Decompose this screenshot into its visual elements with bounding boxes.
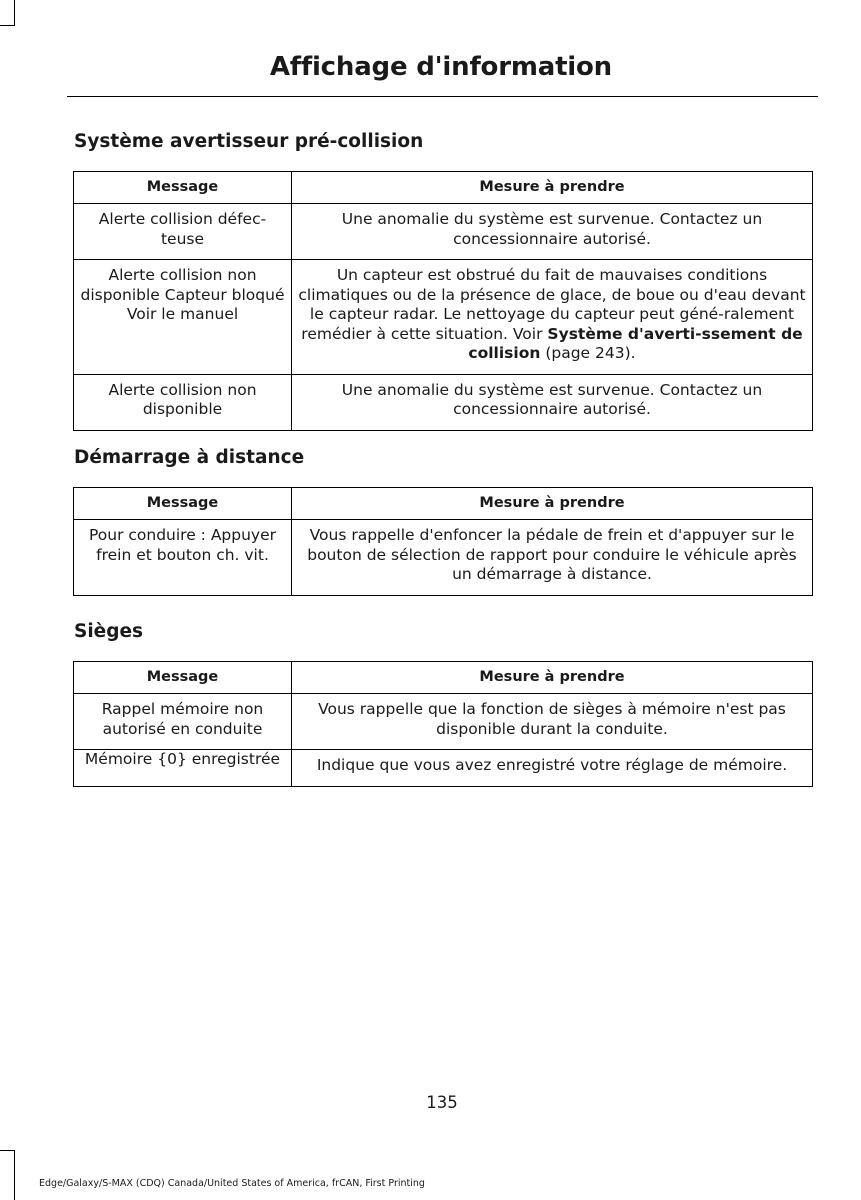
crop-mark [14, 0, 15, 26]
table-row [74, 750, 813, 787]
column-header-message: Message [74, 662, 292, 694]
table-row [74, 520, 813, 596]
table-row [74, 204, 813, 260]
action-cell: Indique que vous avez enregistré votre réglage de mémoire. [292, 750, 813, 787]
table-header-row [74, 172, 813, 204]
cross-reference-link[interactable]: Système d'averti-ssement de collision [468, 324, 803, 362]
message-cell: Mémoire {0} enregistrée [74, 750, 292, 787]
crop-mark [0, 1150, 15, 1151]
section-heading: Démarrage à distance [74, 447, 305, 468]
action-text: Un capteur est obstrué du fait de mauvaises conditions climatiques ou de la présence de glace, de boue ou d'eau devant le capteur radar. Le nettoyage du capteur peut géné-ralement remédier à cette situation. Voir [298, 266, 806, 343]
page-title: Affichage d'information [269, 52, 612, 82]
message-cell: Alerte collision non disponible [74, 374, 292, 430]
section-heading: Système avertisseur pré-collision [74, 131, 424, 152]
section-heading: Sièges [74, 621, 144, 642]
title-divider [67, 96, 818, 97]
action-cell [292, 260, 813, 375]
table-row [74, 694, 813, 750]
message-cell: Alerte collision défec-teuse [74, 204, 292, 260]
column-header-message: Message [74, 488, 292, 520]
column-header-message: Message [74, 172, 292, 204]
column-header-action: Mesure à prendre [292, 172, 813, 204]
footer-text: Edge/Galaxy/S-MAX (CDQ) Canada/United States of America, frCAN, First Printing [39, 1178, 425, 1189]
crop-mark [14, 1150, 15, 1200]
action-cell: Vous rappelle que la fonction de sièges à mémoire n'est pas disponible durant la conduite. [292, 694, 813, 750]
crop-mark [0, 25, 15, 26]
table-header-row [74, 488, 813, 520]
table-header-row [74, 662, 813, 694]
message-table [73, 487, 813, 596]
table-row [74, 374, 813, 430]
table-row [74, 260, 813, 375]
message-table [73, 171, 813, 431]
message-table [73, 661, 813, 787]
message-cell: Pour conduire : Appuyer frein et bouton ch. vit. [74, 520, 292, 596]
page-reference: (page 243). [540, 344, 636, 362]
action-cell: Vous rappelle d'enfoncer la pédale de frein et d'appuyer sur le bouton de sélection de rapport pour conduire le véhicule après un démarrage à distance. [292, 520, 813, 596]
page-number: 135 [426, 1093, 458, 1112]
message-cell: Rappel mémoire non autorisé en conduite [74, 694, 292, 750]
action-cell: Une anomalie du système est survenue. Contactez un concessionnaire autorisé. [292, 204, 813, 260]
column-header-action: Mesure à prendre [292, 488, 813, 520]
action-cell: Une anomalie du système est survenue. Contactez un concessionnaire autorisé. [292, 374, 813, 430]
column-header-action: Mesure à prendre [292, 662, 813, 694]
message-cell: Alerte collision non disponible Capteur bloqué Voir le manuel [74, 260, 292, 375]
